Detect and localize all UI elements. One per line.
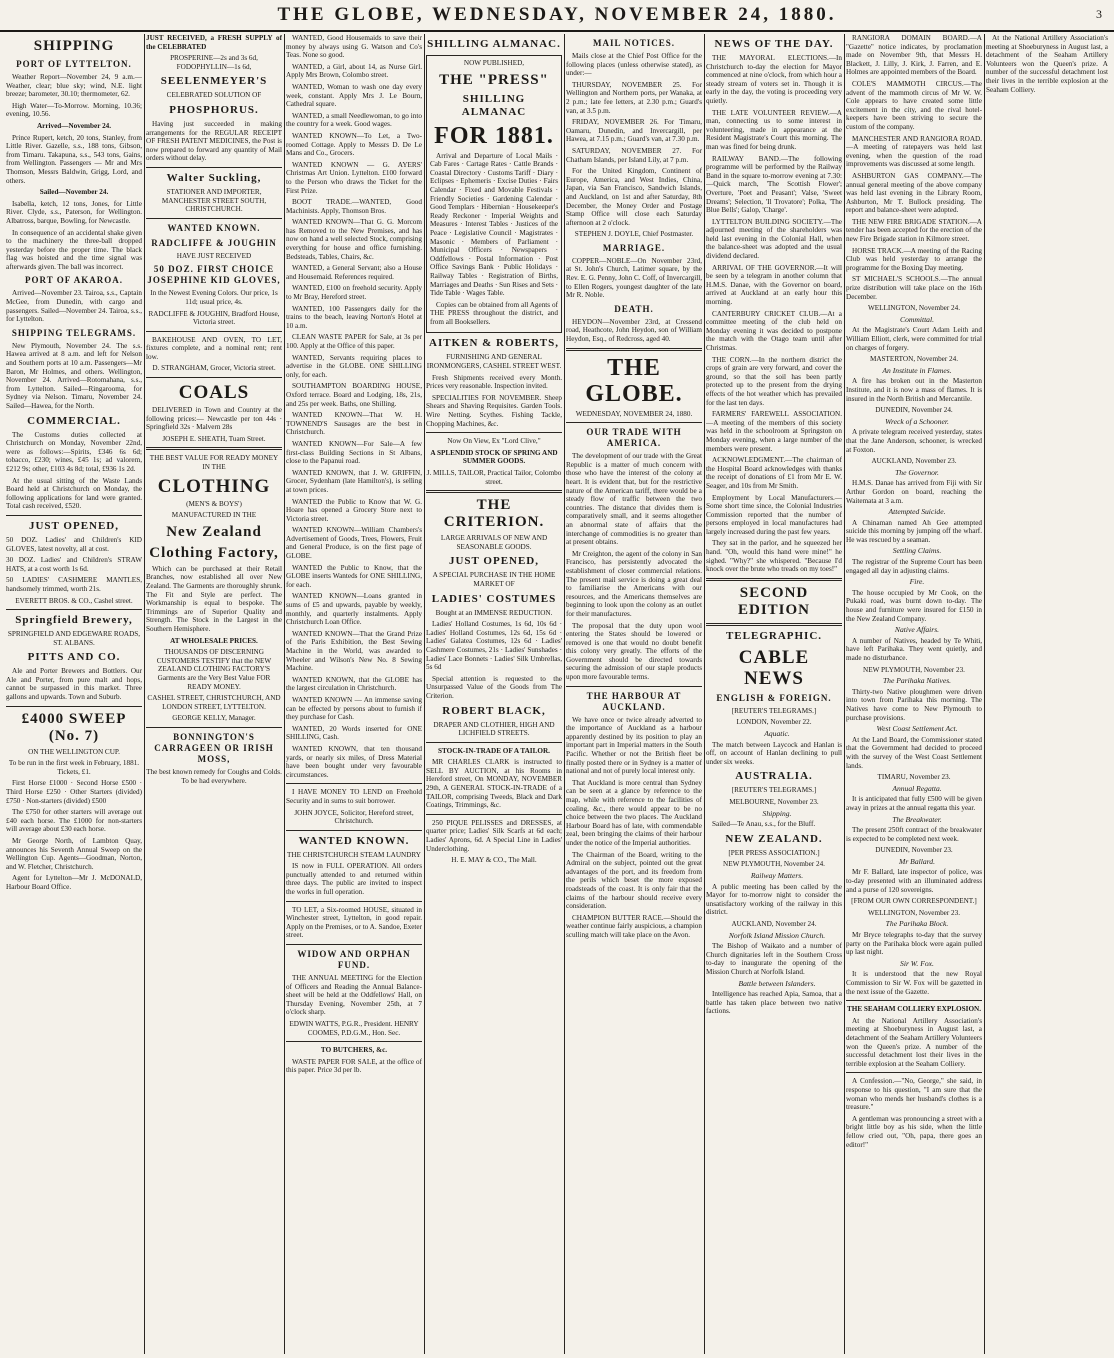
high-water: High Water—To-Morrow. Morning, 10.36; evening, 10.56. [6,101,142,119]
almanac-sub: SHILLING ALMANAC [461,92,527,118]
just-opened-heading: JUST OPENED, [448,555,540,568]
globe-heading: THE GLOBE. [585,354,683,407]
everett-sign: EVERETT BROS. & CO., Cashel street. [15,596,133,605]
divider [6,706,142,707]
fox-text: It is understood that the new Royal Commission to Sir W. Fox will be gazetted in the next issue of the Gazette. [846,970,982,996]
criterion-heading: THE CRITERION. [443,497,545,531]
gloves-ad: 50 DOZ. Ladies' and Children's KID GLOVES, latest novelty, all at cost. [6,535,142,553]
telegrams-text: New Plymouth, November 24. The s.s. Hawea arrived at 8 a.m. and left for Nelson and Southern ports at 10 a.m. Passengers—Mr Baron, Mr Holmes, and others. Wellington, November 24. Arrived—Rotomahana, s.s., from Lyttelton. Sailed—Ringarooma, for Sydney via Nelson. Timaru, November 24. Sailed—Hawea, for the North. [6,341,142,410]
column-1 [6,34,142,1354]
wanted-ad: WANTED KNOWN—That G. G. Morcom has Removed to the New Premises, and has now on hand a well selected Stock, comprising everything for house and office furnishing. Bedsteads, Tables, Chairs, &c. [286,218,422,261]
auckland-dateline: AUCKLAND, November 24. [731,919,817,928]
aquatic-text: The match between Laycock and Hanlan is off, on account of Hanlan declining to pull under six weeks. [706,740,842,766]
criterion-sub: LARGE ARRIVALS OF NEW AND SEASONABLE GOODS. [440,534,548,551]
news-paragraph: MANCHESTER AND RANGIORA ROAD.—A meeting of ratepayers was held last evening, when the question of the road improvements was discussed at some length. [846,134,982,169]
special-notice: Special attention is requested to the Unsurpassed Value of the Goods from The Criterion. [426,674,562,700]
news-paragraph: LYTTELTON BUILDING SOCIETY.—The adjourned meeting of the shareholders was held last evening in the Colonial Hall, when the balance-sheet was adopted and the usual dividend declared. [706,217,842,261]
wreck-text: A private telegram received yesterday, states that the Jane Anderson, schooner, is wrecked at Foxton. [846,428,982,454]
column-7 [846,34,982,1354]
divider [286,783,422,784]
costume-list: Ladies' Holland Costumes, 1s 6d, 10s 6d · Ladies' Holland Costumes, 12s 6d, 15s 6d · Ladies' Galatea Costumes, 12s 6d · Ladies' Cashmere Costumes, 21s · Ladies' Sunshades · Ladies' Lace Bonnets · Ladies' Silk Umbrellas, 5s 6d [426,620,562,672]
stock-in-trade-text: MR CHARLES CLARK is instructed to SELL BY AUCTION, at his Rooms in Hereford street, On MONDAY, NOVEMBER 29th, A GENERAL STOCK-IN-TRADE of a TAILOR, comprising Tweeds, Black and Dark Coatings, Trimmings, &c. [426,758,562,810]
column-4 [426,34,562,1354]
parihaka-subheading: The Parihaka Natives. [882,676,952,686]
sailed-label: Sailed—November 24. [39,188,109,197]
column-rule [284,34,285,1354]
wellington-dateline: WELLINGTON, November 23. [867,908,961,917]
brewery-sub: SPRINGFIELD AND EDGEWARE ROADS, ST. ALBANS. [7,630,141,647]
divider [6,515,142,516]
tailor-sign: J. MILLS, TAILOR, Practical Tailor, Colombo street. [426,469,562,486]
factory-addresses: CASHEL STREET, CHRISTCHURCH, AND LONDON STREET, LYTTELTON. [147,694,281,711]
harbour-paragraph: That Auckland is more central than Sydney can be seen at a glance by reference to the map, while with reference to the facilities of coaling, &c., there would appear to be no choice between the two places. The Auckland Harbour Board has of late, with commendable zeal, been bringing the claims of their harbour under the notice of the Imperial authorities. [566,778,702,847]
divider [846,1000,982,1001]
divider [146,727,282,728]
seelenmeyer-sub: CELEBRATED SOLUTION OF [166,91,262,100]
aitken-text: Fresh Shipments received every Month. Prices very reasonable. Inspection invited. [426,373,562,391]
ballard-text: Mr F. Ballard, late inspector of police, was to-day presented with an illuminated address and a purse of 120 sovereigns. [846,868,982,894]
akaroa-heading: PORT OF AKAROA. [25,275,123,286]
strangham-sign: D. STRANGHAM, Grocer, Victoria street. [152,364,276,373]
railway-subheading: Railway Matters. [750,870,804,880]
harbour-paragraph: The Chairman of the Board, writing to the Admiral on the subject, pointed out the great advantages of the port, and its freedom from the perils which beset the more exposed roadsteads of the coast. It is only fair that the claims of the harbour should receive every consideration. [566,850,702,911]
news-paragraph: THE LATE VOLUNTEER REVIEW.—A man, connecting us to some interest in volunteering, made in appearance at the Resident Magistrate's Court this morning. The man was fined for being drunk. [706,108,842,151]
america-paragraph: The development of our trade with the Great Republic is a matter of much concern with those who have the interest of the colony at heart. It is evident that, but for the restrictive nature of the American tariff, there would be a steady flow of traffic between the two countries. The distance that divides them is comparatively small, and it seems altogether an abnormal state of affairs that the interchange of commodities is no greater than at present obtains. [566,452,702,547]
champion-paragraph: CHAMPION BUTTER RACE.—Should the weather continue fairly auspicious, a champion sculling match will take place on the Avon. [566,913,702,939]
column-5 [566,34,702,1354]
nz-heading: New Zealand [166,523,262,540]
splendid-stock: A SPLENDID STOCK OF SPRING AND SUMMER GOODS. [430,448,558,466]
to-let-ad: TO LET, a Six-roomed HOUSE, situated in Winchester street, Lyttelton, in good repair. Apply on the Premises, or to A. Sandoe, Exeter street. [286,905,422,940]
confession-paragraph: A Confession.—"No, George," she said, in response to his question, "I am sure that the woman who mends her husband's clothes is a treasure." [846,1077,982,1112]
mail-friday: FRIDAY, NOVEMBER 26. For Timaru, Oamaru, Dunedin, and Invercargill, per Hawea, at 7.15 p.m.; Guard's van, at 7.30 p.m. [566,118,702,144]
sweep-prizes: First Horse £1000 · Second Horse £500 · Third Horse £250 · Other Starters (divided) £750 · Non-starters (divided) £500 [6,779,142,805]
almanac-note: Copies can be obtained from all Agents of THE PRESS throughout the district, and from all Booksellers. [430,300,558,326]
wanted-ad: BOOT TRADE.—WANTED, Good Machinists. Apply, Thomson Bros. [286,198,422,215]
west-coast-text: At the Land Board, the Commissioner stated that the Government had decided to proceed with the survey of the West Coast Settlement lands. [846,735,982,770]
divider [286,830,422,831]
settling-subheading: Settling Claims. [892,546,942,556]
timaru-dateline: TIMARU, November 23. [877,773,951,782]
commercial-heading: COMMERCIAL. [27,414,121,427]
laundry-text: IS now in FULL OPERATION. All orders punctually attended to and returned within three days. The public are invited to inspect the works in full operation. [286,862,422,897]
wholesale-line: AT WHOLESALE PRICES. [170,636,258,645]
harbour-heading: THE HARBOUR AT AUCKLAND. [586,690,682,712]
divider [146,447,282,450]
new-plymouth-dateline: NEW PLYMOUTH, November 23. [863,665,965,674]
reuters-tag: [REUTER'S TELEGRAMS.] [731,706,817,715]
suicide-text: A Chinaman named Ah Gee attempted suicide this morning by jumping off the wharf. He was rescued by a seaman. [846,518,982,544]
cable-news-sub: ENGLISH & FOREIGN. [716,692,832,703]
news-paragraph: CANTERBURY CRICKET CLUB.—At a committee meeting of the club held on Monday evening it was decided to postpone the match with the Otago team until after Christmas. [706,309,842,352]
shipping-heading: SHIPPING [33,38,115,54]
news-paragraph: They sat in the parlor, and he squeezed her hand. "Oh, would this hand were mine!" he sighed. "Why?" she whispered. "Because I'd knock over the brute who treads on my toes!" [706,539,842,574]
harbour-paragraph: We have once or twice already adverted to the importance of Auckland as a harbour apparently destined by its position to play an important part in Imperial matters in the South Pacific. Whether or not the British fleet be finally posted there or in Sydney is a matter of national and not of purely local interest only. [566,715,702,776]
mail-saturday: SATURDAY, NOVEMBER 27. For Chatham Islands, per Island Lily, at 7 p.m. [566,146,702,164]
joyce-sign: JOHN JOYCE, Solicitor, Hereford street, Christchurch. [294,808,414,826]
waste-lands-text: At the usual sitting of the Waste Lands Board held at Christchurch on Monday, the following applications for land were granted. Total cash received, £520. [6,476,142,511]
divider [846,1072,982,1073]
marriage-text: COPPER—NOBLE—On November 23rd, at St. John's Church, Latimer square, by the Rev. E. G. Penny, John C. Coff, of Invercargill, to Ellen Rogers, youngest daughter of the late Mr R. Noble. [566,256,702,300]
bakehouse-ad: BAKEHOUSE AND OVEN, TO LET, fixtures complete, and a nominal rent; rent low. [146,335,282,361]
coals-heading: COALS [178,382,250,404]
mantles-ad: 50 LADIES' CASHMERE MANTLES, handsomely trimmed, worth 21s. [6,576,142,593]
wanted-ad: WANTED KNOWN — An immense saving can be effected by persons about to furnish if they purchase for Cash. [286,695,422,722]
laundry-heading: THE CHRISTCHURCH STEAM LAUNDRY [287,850,421,859]
wanted-ad: WANTED, £100 on freehold security. Apply to Mr Bray, Hereford street. [286,284,422,302]
west-coast-subheading: West Coast Settlement Act. [876,724,958,734]
wanted-ad: WANTED KNOWN—That W. H. TOWNEND'S Sausages are the best in Christchurch. [286,411,422,437]
divider [426,814,562,815]
factory-manager: GEORGE KELLY, Manager. [172,714,256,723]
dunedin-dateline: DUNEDIN, November 24. [875,406,953,415]
sweep-sub: ON THE WELLINGTON CUP. [28,747,120,756]
governor-subheading: The Governor. [895,467,939,477]
aquatic-heading: Aquatic. [764,729,790,739]
phosphorus-text: Having just succeeded in making arrangements for the REGULAR RECEIPT OF FRESH PATENT MEDICINES, the Post is now prepared to forward any quantity of Mail orders without delay. [146,119,282,163]
gloves-text: In the Newest Evening Colors. Our price, 1s 11d; usual price, 4s. [150,289,278,306]
radcliffe-address: RADCLIFFE & JOUGHIN, Bradford House, Victoria street. [148,309,280,327]
column-2 [146,34,282,1354]
column-rule [144,34,145,1354]
wanted-ad: WANTED KNOWN, that ten thousand yards, or nearly six miles, of Dress Material have been bought under very favourable circumstances. [286,744,422,779]
native-subheading: Native Affairs. [894,625,940,635]
thousands-text: THOUSANDS OF DISCERNING CUSTOMERS TESTIFY that the NEW ZEALAND CLOTHING FACTORY'S Garments are the Very Best Value FOR READY MONEY. [156,648,272,691]
now-on-view: Now On View, Ex "Lord Clive," [447,437,541,446]
divider [146,331,282,332]
wanted-ad: WANTED, Woman to wash one day every week, constant. Apply Mrs J. Le Bourn, Cathedral square. [286,82,422,109]
news-paragraph: COLE'S MAMMOTH CIRCUS.—The advent of the mammoth circus of Mr W. W. Cole appears to have created some little excitement in the city, and the rival hotel-keepers have been striving to secure the custom of the company. [846,79,982,131]
suckling-sub: STATIONER AND IMPORTER, MANCHESTER STREET SOUTH, CHRISTCHURCH. [161,187,267,214]
almanac-heading: SHILLING ALMANAC. [427,38,561,50]
best-value-line: THE BEST VALUE FOR READY MONEY IN THE [149,454,279,472]
weather-report: Weather Report—November 24, 9 a.m.—Weather, clear; blue sky; wind, N.E. light breeze; barometer, 30.10; thermometer, 62. [6,73,142,99]
globe-date: WEDNESDAY, NOVEMBER 24, 1880. [575,409,693,418]
masterton-dateline: MASTERTON, November 24. [869,355,959,364]
wanted-ad: WANTED, a General Servant; also a House and Housemaid. References required. [286,264,422,281]
wanted-ad: CLEAN WASTE PAPER for Sale, at 3s per 100. Apply at the Office of this paper. [286,333,422,350]
wanted-ad: WANTED, a small Needlewoman, to go into the country for a week. Good wages. [286,111,422,129]
news-paragraph: At the National Artillery Association's meeting at Shoeburyness in August last, a detachment of the Seaham Artillery Volunteers won the Queen's prize. A number of the successful detachment lost their lives in the terrible explosion at the Seaham Colliery. [986,34,1108,94]
press-association-tag: [PER PRESS ASSOCIATION.] [728,848,820,857]
wanted-ad: WANTED the Public to Know, that the GLOBE inserts Wanteds for ONE SHILLING, for each. [286,563,422,589]
postmaster-sign: STEPHEN J. DOYLE, Chief Postmaster. [574,230,694,239]
almanac-box [426,55,562,333]
ladies-costumes-heading: LADIES' COSTUMES [431,592,557,605]
telegrams-heading: SHIPPING TELEGRAMS. [11,327,137,338]
wanted-ad: WANTED, Servants requiring places to advertise in the GLOBE. ONE SHILLING only, for each. [286,353,422,379]
mail-text: Mails close at the Chief Post Office for the following places (unless otherwise stated), as under:— [566,52,702,78]
page-number: 3 [1096,7,1102,21]
radcliffe-sub: HAVE JUST RECEIVED [176,251,252,260]
waste-paper-ad: WASTE PAPER FOR SALE, at the office of this paper. Price 3d per lb. [286,1057,422,1075]
widow-fund-text: THE ANNUAL MEETING for the Election of Officers and Reading the Annual Balance-sheet will be held at the Oddfellows' Hall, on Thursday Evening, November 25th, at 7 o'clock sharp. [286,974,422,1017]
reuters-tag: [REUTER'S TELEGRAMS.] [731,786,817,795]
governor-text: H.M.S. Danae has arrived from Fiji with Sir Arthur Gordon on board, reaching the Waitemata at 3 a.m. [846,479,982,505]
divider [706,578,842,581]
mail-overseas: For the United Kingdom, Continent of Europe, America, and West Indies, China, Japan, via San Francisco, Sandwich Islands, and Auckland, on 1st and after Saturday, 8th December, the Money Order and Postage Stamp Office will close each Saturday afternoon at 2 o'clock. [566,167,702,227]
wanted-known-heading: WANTED KNOWN. [167,222,261,233]
wanted-ad: WANTED, 20 Words inserted for ONE SHILLING, Cash. [286,724,422,742]
america-heading: OUR TRADE WITH AMERICA. [586,427,682,449]
column-3 [286,34,422,1354]
wanted-ad: WANTED KNOWN — G. AYERS' Christmas Art Union. Lyttelton. £100 forward to the Person who draws the Ticket for the First Prize. [286,160,422,195]
shipping-subheading: Shipping. [762,808,792,818]
wreck-subheading: Wreck of a Schooner. [885,416,949,426]
coals-text: DELIVERED in Town and Country at the following prices:— Newcastle per ton 44s · Springfield 32s · Malvern 28s [146,406,282,432]
wanted-ad: WANTED KNOWN—To Let, a Two-roomed Cottage. Apply to Messrs D. De Le Mans and Co., Grocers. [286,131,422,158]
news-paragraph: ACKNOWLEDGMENT.—The chairman of the Hospital Board acknowledges with thanks the receipt of donations of £1 from Mr E. W. Seager, and 10s from Mr Smith. [706,456,842,490]
almanac-contents: Arrival and Departure of Local Mails · Cab Fares · Cartage Rates · Cattle Brands · Coastal Directory · Customs Tariff · Diary · Eclipses · Ephemeris · Excise Duties · Fairs Calendar · Fixed and Movable Festivals · Friendly Societies · Gardening Calendar · Good Templars · Hibernian · Housekeeper's Ready Reckoner · Imperial Weights and Measures · Interest Tables · Justices of the Peace · Legislative Council · Magistrates · Masonic · Members of Parliament · Municipal Officers · Newspapers · Oddfellows · Postal Information · Post Office Savings Bank · Public Holidays · Railway Tables · Registration of Births, Marriages and Deaths · Sun Rises and Sets · Tide Table · Wages Table. [430,151,558,298]
wanted-ad: WANTED, a Girl, about 14, as Nurse Girl. Apply Mrs Brown, Colombo street. [286,62,422,80]
america-paragraph: Mr Creighton, the agent of the colony in San Francisco, has persistently advocated the establishment of closer commercial relations. The present mail service is doing a great deal to familiarise the Americans with our resources, and the Americans themselves are beginning to look upon the colony as an outlet for their manufactures. [566,549,702,618]
death-text: HEYDON—November 23rd, at Cressend road, Heathcote, John Heydon, son of William Heydon, Esq., of Redcross, aged 40. [566,317,702,344]
pelisses-ad: 250 PIQUE PELISSES and DRESSES, at quarter price; Ladies' Silk Scarfs at 6d each; Ladies' Aprons, 6d. A Special Line in Ladies' Underclothing. [426,818,562,853]
bonnington-text: The best known remedy for Coughs and Colds. To be had everywhere. [146,767,282,785]
factory-heading: Clothing Factory, [149,544,279,561]
widow-fund-sign: EDWIN WATTS, P.G.R., President. HENRY COOMES, P.D.G.M., Hon. Sec. [289,1020,419,1037]
marriage-heading: MARRIAGE. [602,242,666,253]
widow-fund-heading: WIDOW AND ORPHAN FUND. [297,949,411,971]
akaroa-text: Arrived—November 23. Tairoa, s.s., Captain McGee, from Dunedin, with cargo and passengers. Sailed—November 24. Tairoa, s.s., for Lyttelton. [6,289,142,324]
radcliffe-heading: RADCLIFFE & JOUGHIN [151,237,277,248]
regatta-text: It is anticipated that fully £500 will be given away in prizes at the annual regatta this year. [846,795,982,812]
news-heading: NEWS OF THE DAY. [714,38,834,50]
news-paragraph: THE MAYORAL ELECTIONS.—In Christchurch to-day the election for Mayor commenced at nine o'clock, from which hour a steady stream of voters set in. Though it is early in the day, the voting is proceeding very quietly. [706,54,842,105]
divider [286,1041,422,1042]
battle-subheading: Battle between Islanders. [738,978,816,988]
divider [426,432,562,433]
news-paragraph: THE CORN.—In the northern district the crops of grain are very forward, and cover the ground, so that the soil has been partly protected up to the present from the drying effects of the hot weather which has prevailed for the last ten days. [706,355,842,407]
news-paragraph: Employment by Local Manufacturers.—Some short time since, the Colonial Industries Commission reported that the number of persons employed in local manufactures had largely increased during the past few years. [706,493,842,536]
column-rule [564,34,565,1354]
cable-news-heading: CABLE NEWS [738,646,810,689]
black-heading: ROBERT BLACK, [442,704,546,717]
divider [286,901,422,902]
masthead [0,0,1114,32]
wanted-ad: WANTED KNOWN, that the GLOBE has the largest circulation in Christchurch. [286,675,422,693]
wanted-ad: WANTED KNOWN, that J. W. GRIFFIN, Grocer, Sydenham (late Hamilton's), is selling at town prices. [286,468,422,494]
settling-text: The registrar of the Supreme Court has been engaged all day in adjusting claims. [846,558,982,575]
divider [426,742,562,743]
port-heading: PORT OF LYTTELTON. [16,59,132,69]
brewery-heading: Springfield Brewery, [15,614,133,627]
phosphorus-heading: PHOSPHORUS. [169,103,259,116]
pelisses-sign: H. E. MAY & CO., The Mall. [451,856,537,865]
america-paragraph: The proposal that the duty upon wool entering the States should be lowered or removed is one that would no doubt benefit this colony very greatly. The efforts of the Government should be directed towards securing the admission of our staple products upon more favourable terms. [566,621,702,682]
battle-text: Intelligence has reached Apia, Samoa, that a battle has taken place between two native factions. [706,990,842,1016]
news-paragraph: ARRIVAL OF THE GOVERNOR.—It will be seen by a telegram in another column that H.M.S. Danae, with the Governor on board, arrived at Auckland at an early hour this morning. [706,263,842,307]
masthead-title: THE GLOBE, WEDNESDAY, NOVEMBER 24, 1880. [277,4,837,25]
manufactured-line: MANUFACTURED IN THE [171,511,257,520]
arrived-label: Arrived—November 24. [36,121,112,130]
columns [6,34,1108,1354]
hats-ad: 30 DOZ. Ladies' and Children's STRAW HATS, at a cost worth 1s 6d. [6,556,142,573]
dunedin-dateline: DUNEDIN, November 23. [875,846,953,855]
divider [566,686,702,687]
wanted-ad: WANTED KNOWN—For Sale—A few first-class Building Sections in St Albans, close to the Papanui road. [286,439,422,466]
institute-text: A fire has broken out in the Masterton Institute, and it is now a mass of flames. It is insured in the North British and Mercantile. [846,377,982,403]
divider [566,422,702,423]
money-lend-ad: I HAVE MONEY TO LEND on Freehold Security and in sums to suit borrower. [286,788,422,805]
pitts-text: Ale and Porter Brewers and Bottlers. Our Ale and Porter, from pure malt and hops, cannot be surpassed in this market. Three gallons and upwards. Town and Suburb. [6,667,142,702]
mail-thursday: THURSDAY, NOVEMBER 25. For Wellington and Northern ports, per Wanaka, at 2 p.m.; late fee letters, at 2.30 p.m.; Guard's van, at 3.5 p.m. [566,80,702,115]
wanted-ad: WANTED KNOWN—William Chambers's Advertisement of Goods, Trees, Flowers, Fruit and General Produce, is on the first page of GLOBE. [286,526,422,561]
column-rule [984,34,985,1354]
wanted-ad: SOUTHAMPTON BOARDING HOUSE, Oxford terrace. Board and Lodging, 18s, 21s, and 25s per week. Baths, one Shilling. [286,382,422,408]
aitken-sub: FURNISHING AND GENERAL IRONMONGERS, CASHEL STREET WEST. [426,353,562,371]
divider [146,167,282,168]
wanted-ad: WANTED KNOWN—Loans granted in sums of £5 and upwards, payable by weekly, monthly, and quarterly instalments. Apply Christchurch Loan Office. [286,592,422,627]
london-dateline: LONDON, November 22. [736,718,812,727]
wanted-known-heading: WANTED KNOWN. [298,834,410,847]
breakwater-subheading: The Breakwater. [892,814,942,824]
wanted-ad: WANTED, Good Housemaids to save their money by always using G. Watson and Co's Teas. None so good. [286,34,422,60]
new-plymouth-dateline: NEW PLYMOUTH, November 24. [723,860,825,869]
lyttelton-agent: Agent for Lyttelton—Mr J. McDONALD, Harbour Board Office. [6,874,142,891]
black-sub: DRAPER AND CLOTHIER, HIGH AND LICHFIELD STREETS. [433,720,555,738]
native-text: A number of Natives, headed by Te Whiti, have left Parihaka. They went quietly, and made no disturbance. [846,636,982,662]
news-paragraph: ST MICHAEL'S SCHOOLS.—The annual prize distribution will take place on the 16th December. [846,275,982,301]
clothing-sub: (MEN'S & BOYS') [186,499,242,508]
gloves-heading: 50 DOZ. FIRST CHOICE JOSEPHINE KID GLOVES, [147,264,281,286]
now-published: NOW PUBLISHED, [463,59,525,67]
ballard-subheading: Mr Ballard. [899,856,935,866]
parihaka-block-subheading: The Parihaka Block. [885,919,949,929]
accident-notice: In consequence of an accidental shake given to the machinery the three-ball dropped yesterday before the proper time. The black flag was hoisted and the time signal was afterwards given. The ball was incorrect. [6,228,142,271]
news-paragraph: HORSE TRACK.—A meeting of the Racing Club was held yesterday to arrange the programme for the Boxing Day meeting. [846,246,982,272]
factory-text: Which can be purchased at their Retail Branches, now established all over New Zealand. The Garments are thoroughly shrunk. The Fit and Style are perfect. The Workmanship is equal to bespoke. The Trimmings are of Superior Quality and Strength. The Stock in the Largest in the Southern Hemisphere. [146,564,282,633]
breakwater-text: The present 250ft contract of the breakwater is expected to be completed next week. [846,826,982,843]
norfolk-subheading: Norfolk Island Mission Church. [728,930,826,940]
divider [146,218,282,219]
australia-heading: AUSTRALIA. [735,770,813,783]
just-opened-heading: JUST OPENED, [28,519,120,532]
wanted-ad: WANTED KNOWN—That the Grand Prize of the Paris Exhibition, the Best Sewing Machine in the World, was awarded to Wheeler and Wilson's New No. 8 Sewing Machine. [286,629,422,673]
seelenmeyer-heading: SEELENMEYER'S [160,75,268,88]
clothing-heading: CLOTHING [157,475,271,497]
gentleman-paragraph: A gentleman was pronouncing a street with a bright little boy as his side, when the little fellow cried out, "Oh, papa, there goes an editor!" [846,1114,982,1149]
institute-subheading: An Institute in Flames. [882,365,952,375]
suicide-subheading: Attempted Suicide. [888,507,946,517]
auckland-dateline: AUCKLAND, November 23. [871,457,957,466]
commercial-text: The Customs duties collected at Christchurch on Monday, November 22nd, were as follows:—Spirits, £346 6s 6d; tobacco, £230; wines, £45 1s; ad valorem, £212 9s; other, £103 4s 8d; total, £936 1s 2d. [6,430,142,473]
wellington-dateline: WELLINGTON, November 24. [867,304,961,313]
fire-text: The house occupied by Mr Cook, on the Pukaki road, was burnt down to-day. The house and furniture were insured for £150 in the New Zealand Company. [846,588,982,623]
melbourne-dateline: MELBOURNE, November 23. [729,798,819,806]
second-edition-heading: SECOND EDITION [737,584,811,618]
column-8 [986,34,1108,1354]
news-paragraph: FARMERS' FAREWELL ASSOCIATION.—A meeting of the members of this society was held in the schoolroom at Springston on Monday evening, when a large number of the members were present. [706,410,842,453]
stock-in-trade-heading: STOCK-IN-TRADE OF A TAILOR. [438,746,550,755]
sweep-text: To be run in the first week in February, 1881. Tickets, £1. [8,759,140,776]
railway-text: A public meeting has been called by the Mayor for to-morrow night to consider the unsatisfactory working of the railway in this district. [706,882,842,917]
divider [566,348,702,351]
divider [146,377,282,378]
almanac-year: FOR 1881. [434,122,554,149]
received-heading: JUST RECEIVED, a FRESH SUPPLY of the CELEBRATED [146,34,282,51]
special-purchase: A SPECIAL PURCHASE IN THE HOME MARKET OF [432,571,556,588]
received-sub: PROSPERINE—2s and 3s 6d, FODOPHYLLIN—1s 6d, [170,54,258,71]
news-paragraph: RAILWAY BAND.—The following programme will be performed by the Railway Band in the square to-morrow evening at 7.30:—Quick march, 'The Scottish Flower'; Overture, 'Poet and Peasant'; Valse, 'Sweet Dreams'; Selection, 'Il Trovatore'; Polka, 'The Blue Bells'; Galop, 'Charge'. [706,154,842,215]
shipping-text: Sailed—Te Anau, s.s., for the Bluff. [712,820,816,829]
news-paragraph: THE NEW FIRE BRIGADE STATION.—A tender has been accepted for the erection of the new Fire Brigade station in Kilmore street. [846,217,982,244]
arrived-text: Prince Rupert, ketch, 20 tons, Stanley, from Little River. Gazelle, s.s., 188 tons, Gibson, from Timaru. Takapuna, s.s., 543 tons, Gains, from Wellington. Passengers — Mr and Mrs Thomson, Messrs Baldwin, Grigg, Lord, and others. [6,133,142,185]
pitts-heading: PITTS AND CO. [27,651,121,664]
divider [286,944,422,945]
death-heading: DEATH. [614,303,654,314]
fire-subheading: Fire. [909,577,925,587]
divider [426,490,562,493]
butchers-heading: TO BUTCHERS, &c. [320,1046,388,1055]
column-rule [704,34,705,1354]
divider [706,623,842,626]
sheath-sign: JOSEPH E. SHEATH, Tuam Street. [162,434,266,443]
mail-notices-heading: MAIL NOTICES. [592,38,676,48]
wanted-ad: WANTED the Public to Know that W. G. Hoare has opened a Grocery Store next to Victoria street. [286,497,422,523]
parihaka-block-text: Mr Bryce telegraphs to-day that the survey party on the Parihaka block were again pulled up last night. [846,931,982,957]
regatta-subheading: Annual Regatta. [892,783,942,793]
sailed-text: Isabella, ketch, 12 tons, Jones, for Little River. Clyde, s.s., Paterson, for Wellington. Albatross, barque, Bowling, for Newcastle. [6,199,142,225]
lambton-text: Mr George North, of Lambton Quay, announces his Seventh Annual Sweep on the Wellington Cup. Agents—Goodman, Norton, and W. Fletcher, Christchurch. [6,837,142,871]
divider [6,609,142,610]
bonnington-heading: BONNINGTON'S CARRAGEEN OR IRISH MOSS, [154,731,274,764]
committal-subheading: Committal. [900,314,934,324]
column-6 [706,34,842,1354]
sweep-note: The £750 for other starters will average out £40 each horse. The £1000 for non-starters will average about £30 each horse. [6,808,142,834]
aitken-heading: AITKEN & ROBERTS, [429,337,559,350]
column-rule [844,34,845,1354]
suckling-heading: Walter Suckling, [166,171,262,184]
specialities-text: SPECIALITIES FOR NOVEMBER. Sheep Shears and Shaving Requisites. Garden Tools. Wire Netting. Scythes. Fishing Tackle, Chopping Machines, &c. [426,393,562,428]
seaham-heading: THE SEAHAM COLLIERY EXPLOSION. [846,1005,982,1014]
norfolk-text: The Bishop of Waikato and a number of Church dignitaries left in the Southern Cross to-day to inaugurate the opening of the Mission Church at Norfolk Island. [706,942,842,976]
parihaka-text: Thirty-two Native ploughmen were driven into town from Parihaka this morning. The Natives have come to New Plymouth to purchase provisions. [846,687,982,722]
wanted-ad: WANTED, 100 Passengers daily for the trains to the beach, leaving Norton's Hotel at 10 a.m. [286,304,422,330]
telegraphic-heading: TELEGRAPHIC. [725,629,823,642]
fox-subheading: Sir W. Fox. [900,958,934,968]
news-paragraph: ASHBURTON GAS COMPANY.—The annual general meeting of the above company was held last evening in the Library Room, Ashburton, Mr T. Bullock presiding. The report and balance-sheet were adopted. [846,171,982,215]
new-zealand-heading: NEW ZEALAND. [725,832,823,845]
committal-text: At the Magistrate's Court Adam Leith and William Elliott, clerk, were committed for trial on charges of forgery. [846,326,982,352]
news-paragraph: RANGIORA DOMAIN BOARD.—A "Gazette" notice indicates, by proclamation made on November 9th, that Messrs H. Blackett, J. Lilly, J. Kirk, J. Farren, and E. Holmes are appointed members of the Board. [846,34,982,77]
column-rule [424,34,425,1354]
seaham-text: At the National Artillery Association's meeting at Shoeburyness in August last, a detachment of the Seaham Artillery Volunteers won the Queen's prize. A number of the successful detachment lost their lives in the terrible explosion at the Seaham Colliery. [846,1016,982,1068]
sweep-heading: £4000 SWEEP (No. 7) [21,710,127,744]
correspondent-tag: [FROM OUR OWN CORRESPONDENT.] [851,897,977,906]
press-heading: THE "PRESS" [439,71,549,88]
bought-line: Bought at an IMMENSE REDUCTION. [435,608,553,617]
